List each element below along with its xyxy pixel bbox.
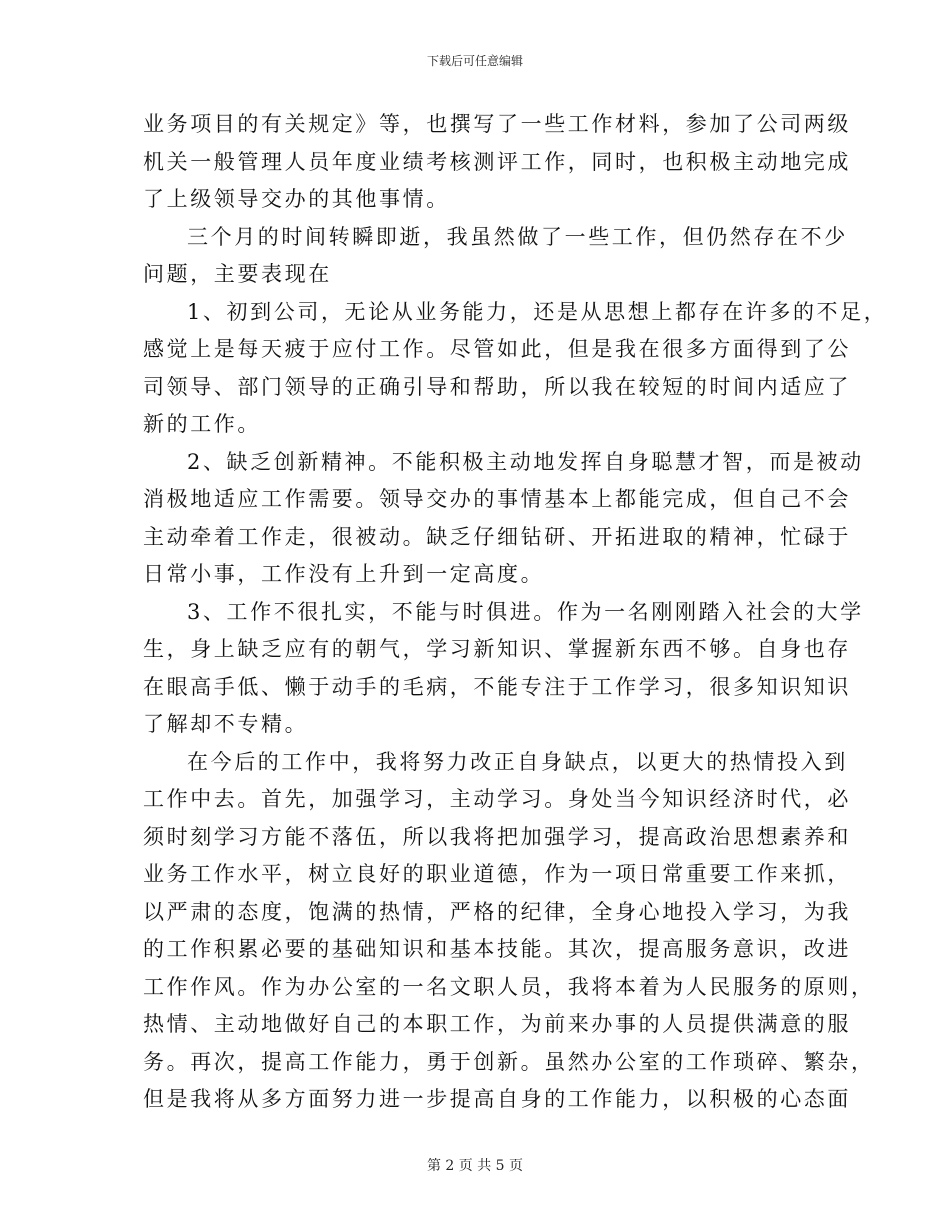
text-line: 但是我将从多方面努力进一步提高自身的工作能力，以积极的心态面 [143, 1087, 851, 1111]
paragraph-start-line: 2、缺乏创新精神。不能积极主动地发挥自身聪慧才智，而是被动 [187, 449, 864, 474]
text-line: 热情、主动地做好自己的本职工作，为前来办事的人员提供满意的服 [143, 1012, 851, 1036]
text-line: 须时刻学习方能不落伍，所以我将把加强学习，提高政治思想素养和 [143, 824, 851, 849]
text-line: 了上级领导交办的其他事情。 [143, 187, 450, 211]
text-line: 问题，主要表现在 [143, 262, 332, 286]
document-body [143, 106, 888, 1119]
paragraph-start-line: 3、工作不很扎实，不能与时俱进。作为一名刚刚踏入社会的大学 [187, 599, 864, 624]
paragraph-start-line: 三个月的时间转瞬即逝，我虽然做了一些工作，但仍然存在不少 [187, 224, 848, 249]
text-line: 感觉上是每天疲于应付工作。尽管如此，但是我在很多方面得到了公 [143, 337, 851, 361]
text-line: 了解却不专精。 [143, 712, 309, 736]
text-line: 消极地适应工作需要。领导交办的事情基本上都能完成，但自己不会 [143, 487, 851, 511]
page-number-footer: 第 2 页 共 5 页 [426, 1158, 524, 1174]
text-line: 在眼高手低、懒于动手的毛病，不能专注于工作学习，很多知识知识 [143, 674, 851, 699]
paragraph-start-line: 在今后的工作中，我将努力改正自身缺点，以更大的热情投入到 [187, 749, 848, 774]
text-line: 务。再次，提高工作能力，勇于创新。虽然办公室的工作琐碎、繁杂， [143, 1049, 875, 1074]
text-line: 业务工作水平，树立良好的职业道德，作为一项日常重要工作来抓， [143, 862, 851, 886]
text-line: 的工作积累必要的基础知识和基本技能。其次，提高服务意识，改进 [143, 937, 851, 961]
text-line: 以严肃的态度，饱满的热情，严格的纪律，全身心地投入学习，为我 [143, 899, 851, 924]
text-line: 工作中去。首先，加强学习，主动学习。身处当今知识经济时代，必 [143, 787, 851, 811]
text-line: 业务项目的有关规定》等，也撰写了一些工作材料，参加了公司两级 [143, 112, 851, 136]
paragraph-start-line: 1、初到公司，无论从业务能力，还是从思想上都存在许多的不足， [187, 299, 888, 324]
text-line: 工作作风。作为办公室的一名文职人员，我将本着为人民服务的原则， [143, 974, 875, 999]
page-header: 下载后可任意编辑 [426, 54, 523, 68]
text-line: 新的工作。 [143, 412, 261, 436]
text-line: 机关一般管理人员年度业绩考核测评工作，同时，也积极主动地完成 [143, 149, 851, 174]
text-line: 主动牵着工作走，很被动。缺乏仔细钻研、开拓进取的精神，忙碌于 [143, 524, 851, 549]
text-line: 日常小事，工作没有上升到一定高度。 [143, 562, 545, 586]
text-line: 生，身上缺乏应有的朝气，学习新知识、掌握新东西不够。自身也存 [143, 637, 851, 661]
text-line: 司领导、部门领导的正确引导和帮助，所以我在较短的时间内适应了 [143, 374, 851, 399]
